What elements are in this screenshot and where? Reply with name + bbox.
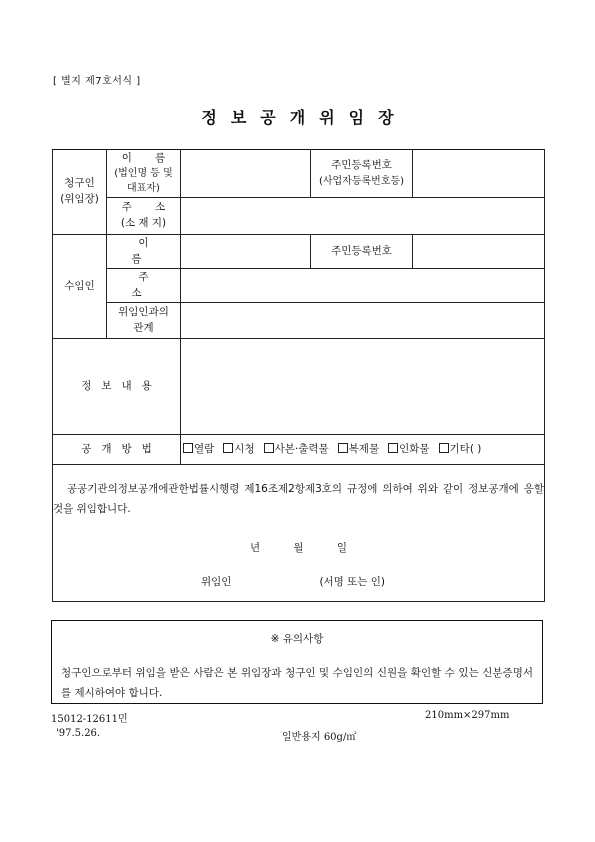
delegate-address-field[interactable] [181,269,545,303]
signer-label: 위임인 [201,575,232,588]
statement-text: 공공기관의정보공개에관한법률시행령 제16조제2항제3호의 규정에 의하여 위와 같이 정보공개에 응할 것을 위임합니다. [53,483,544,515]
footer-paper-size: 210mm×297mm [425,710,510,721]
delegate-registration-field[interactable] [413,235,545,269]
delegation-statement [53,465,545,602]
signer-note: (서명 또는 인) [319,575,386,588]
delegate-name-label: 이 름 [107,235,181,269]
info-content-field[interactable] [181,339,545,435]
footer-code: 15012-12611민 [51,714,128,725]
info-content-label: 정보내용 [53,339,181,435]
requester-address-field[interactable] [181,198,545,235]
signature-line [53,575,544,591]
notice-box [51,620,543,704]
footer-date: '97.5.26. [56,728,101,739]
delegate-relation-field[interactable] [181,303,545,339]
requester-address-label: 주 소 (소 재 지) [107,198,181,235]
disclosure-method-label: 공개방법 [53,435,181,465]
checkbox-icon[interactable] [338,443,348,453]
checkbox-icon[interactable] [264,443,274,453]
option-viewing[interactable]: 열람 [183,443,214,455]
requester-name-label: 이 름 (법인명 등 및 대표자) [107,150,181,198]
notice-text: 청구인으로부터 위임을 받은 사람은 본 위임장과 청구인 및 수임인의 신원을 확인할 수 있는 신분증명서를 제시하여야 합니다. [61,667,533,699]
checkbox-icon[interactable] [439,443,449,453]
footer-paper-type: 일반용지 60g/㎡ [282,732,357,743]
option-duplicate[interactable]: 복제물 [338,443,379,455]
disclosure-method-options [181,435,545,465]
checkbox-icon[interactable] [183,443,193,453]
option-copy[interactable]: 사본·출력물 [264,443,329,455]
requester-registration-label: 주민등록번호 (사업자등록번호등) [311,150,413,198]
requester-name-field[interactable] [181,150,311,198]
statement-date: 년 월 일 [249,542,348,554]
delegate-registration-label: 주민등록번호 [311,235,413,269]
option-watching[interactable]: 시청 [223,443,254,455]
delegate-name-field[interactable] [181,235,311,269]
checkbox-icon[interactable] [388,443,398,453]
form-number-label: [ 별지 제7호서식 ] [53,76,141,87]
delegate-address-label: 주 소 [107,269,181,303]
page-title: 정보공개위임장 [201,108,408,127]
option-print[interactable]: 인화물 [388,443,429,455]
delegate-section-label: 수임인 [53,235,107,339]
requester-section-label: 청구인 (위임장) [53,150,107,235]
option-other[interactable]: 기타( ) [439,443,482,455]
checkbox-icon[interactable] [223,443,233,453]
notice-title: ※ 유의사항 [270,633,324,645]
requester-registration-field[interactable] [413,150,545,198]
delegate-relation-label: 위임인과의 관계 [107,303,181,339]
delegation-form-table [52,149,545,602]
